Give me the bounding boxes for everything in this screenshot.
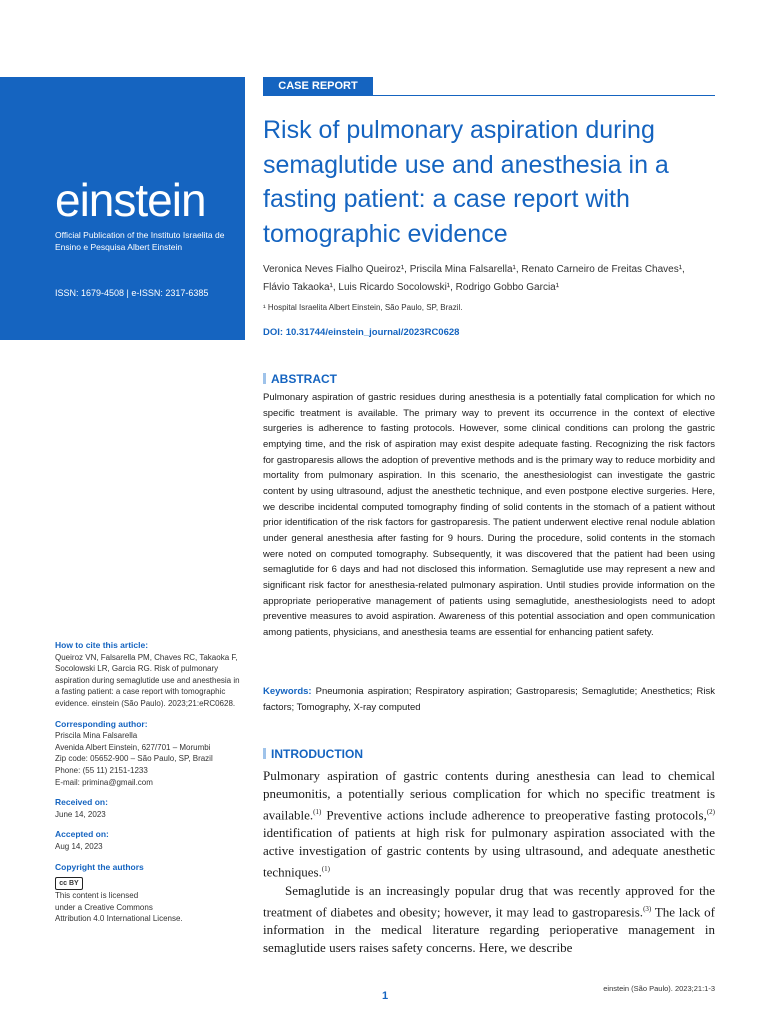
affiliation: ¹ Hospital Israelita Albert Einstein, São Paulo, SP, Brazil. xyxy=(263,303,463,312)
corresponding-address: Avenida Albert Einstein, 627/701 – Morumbi xyxy=(55,742,211,752)
citation-text: Queiroz VN, Falsarella PM, Chaves RC, Takaoka F, Socolowski LR, Garcia RG. Risk of pulmonary aspiration during semaglutide use and anesthesia in a fasting patient: a case report with tomographic evidence. einstein (São Paulo). 2023;21:eRC0628. xyxy=(55,652,240,708)
license-line: under a Creative Commons xyxy=(55,902,153,912)
citation-ref[interactable]: (1) xyxy=(313,808,322,816)
journal-logo: einstein xyxy=(55,174,206,226)
accepted-heading: Accepted on: xyxy=(55,829,109,840)
corresponding-heading: Corresponding author: xyxy=(55,718,148,729)
intro-text: Preventive actions include adherence to preoperative fasting protocols, xyxy=(321,807,707,823)
journal-reference: einstein (São Paulo). 2023;21:1-3 xyxy=(603,984,715,993)
article-type-badge: CASE REPORT xyxy=(263,77,373,95)
heading-marker xyxy=(263,373,266,384)
abstract-heading xyxy=(263,372,337,386)
copyright-heading: Copyright the authors xyxy=(55,861,144,872)
corresponding-name: Priscila Mina Falsarella xyxy=(55,731,138,741)
author-list xyxy=(263,261,715,297)
citation-ref[interactable]: (1) xyxy=(321,865,331,874)
intro-text: The lack of information in the medical literature regarding perioperative management in semaglutide users raises safety concerns. Here, we describe xyxy=(263,903,715,955)
intro-text: identification of patients at high risk for pulmonary aspiration associated with the active investigation of gastric contents by using ultrasound, and adequate anesthetic techniques. xyxy=(263,825,715,880)
intro-paragraph xyxy=(263,767,715,882)
journal-brand-panel xyxy=(0,77,245,340)
creative-commons-icon: cc BY xyxy=(55,877,83,890)
corresponding-zip: Zip code: 05652-900 – São Paulo, SP, Brazil xyxy=(55,754,213,764)
article-title: Risk of pulmonary aspiration during semaglutide use and anesthesia in a fasting patient: a case report with tomographic evidence xyxy=(263,116,669,248)
article-info-sidebar xyxy=(55,640,240,925)
abstract-text: Pulmonary aspiration of gastric residues during anesthesia is a potentially fatal complication for which no specific treatment is available. The primary way to prevent its occurrence in the context of elective surgeries is adherence to fasting protocols. However, some clinical conditions can prolong the gastric emptying time, and the risk of aspiration may exist despite adequate fasting. Recognizing the risk factors for gastroparesis allows the adoption of preventive methods and is the primary way to reduce morbidity and mortality from pulmonary aspiration. In this scenario, the anesthesiologist can investigate the gastric content by using ultrasound, adjust the anesthetic technique, and even postpone elective surgeries. Here, we describe incidental computed tomography finding of solid contents in the stomach of a patient without prior identification of the risk factors for gastroparesis. The patient underwent elective renal nodule ablation under general anesthesia after fasting for 9 hours. During the procedure, solid contents in the stomach were noted on computed tomography. Subsequently, it was discovered that the patient had been using semaglutide for 6 days and had not disclosed this information. Semaglutide use may represent a new and significant risk factor for anesthesia-related pulmonary aspiration. Until studies provide information on the appropriate perioperative management of patients using semaglutide, anesthesiologists need to adopt preventive measures to avoid aspiration. Awareness of this potential association and open communication among patients, physicians, and anesthesia teams are essential for enhancing patient safety. xyxy=(263,392,715,638)
corresponding-phone: Phone: (55 11) 2151-1233 xyxy=(55,765,148,775)
introduction-heading-text: INTRODUCTION xyxy=(271,747,363,761)
citation-ref[interactable]: (2) xyxy=(706,808,715,816)
heading-marker xyxy=(263,748,266,759)
abstract-heading-text: ABSTRACT xyxy=(271,372,337,386)
cite-heading: How to cite this article: xyxy=(55,640,149,650)
introduction-heading xyxy=(263,747,363,761)
issn: ISSN: 1679-4508 | e-ISSN: 2317-6385 xyxy=(55,288,209,298)
license-line: Attribution 4.0 International License. xyxy=(55,914,183,924)
received-heading: Received on: xyxy=(55,797,108,808)
keywords-list: Pneumonia aspiration; Respiratory aspiration; Gastroparesis; Semaglutide; Anesthetics; Risk factors; Tomography, X-ray computed xyxy=(263,686,715,713)
keywords-label: Keywords: xyxy=(263,686,312,697)
introduction-body xyxy=(263,767,715,957)
accepted-date: Aug 14, 2023 xyxy=(55,841,103,851)
author-line: Veronica Neves Fialho Queiroz¹, Priscila Mina Falsarella¹, Renato Carneiro de Freitas Chaves¹, xyxy=(263,264,685,275)
author-line: Flávio Takaoka¹, Luis Ricardo Socolowski¹, Rodrigo Gobbo Garcia¹ xyxy=(263,282,560,293)
header-rule xyxy=(263,95,715,96)
received-date: June 14, 2023 xyxy=(55,809,106,819)
keywords xyxy=(263,684,715,716)
page-number: 1 xyxy=(381,990,389,1002)
license-line: This content is licensed xyxy=(55,891,139,901)
doi-link[interactable]: DOI: 10.31744/einstein_journal/2023RC0628 xyxy=(263,327,460,338)
citation-ref[interactable]: (3) xyxy=(643,904,652,913)
intro-paragraph xyxy=(263,882,715,957)
intro-text: Pulmonary aspiration of gastric contents during anesthesia can lead to chemical pneumonitis, a potentially serious complication for which no specific treatment is available. xyxy=(263,768,715,823)
corresponding-email[interactable]: E-mail: primina@gmail.com xyxy=(55,777,153,787)
intro-text: Semaglutide is an increasingly popular drug that was recently approved for the treatment of diabetes and obesity; however, it may lead to gastroparesis. xyxy=(263,882,715,919)
publication-note: Official Publication of the Instituto Israelita de Ensino e Pesquisa Albert Einstein xyxy=(55,230,225,252)
